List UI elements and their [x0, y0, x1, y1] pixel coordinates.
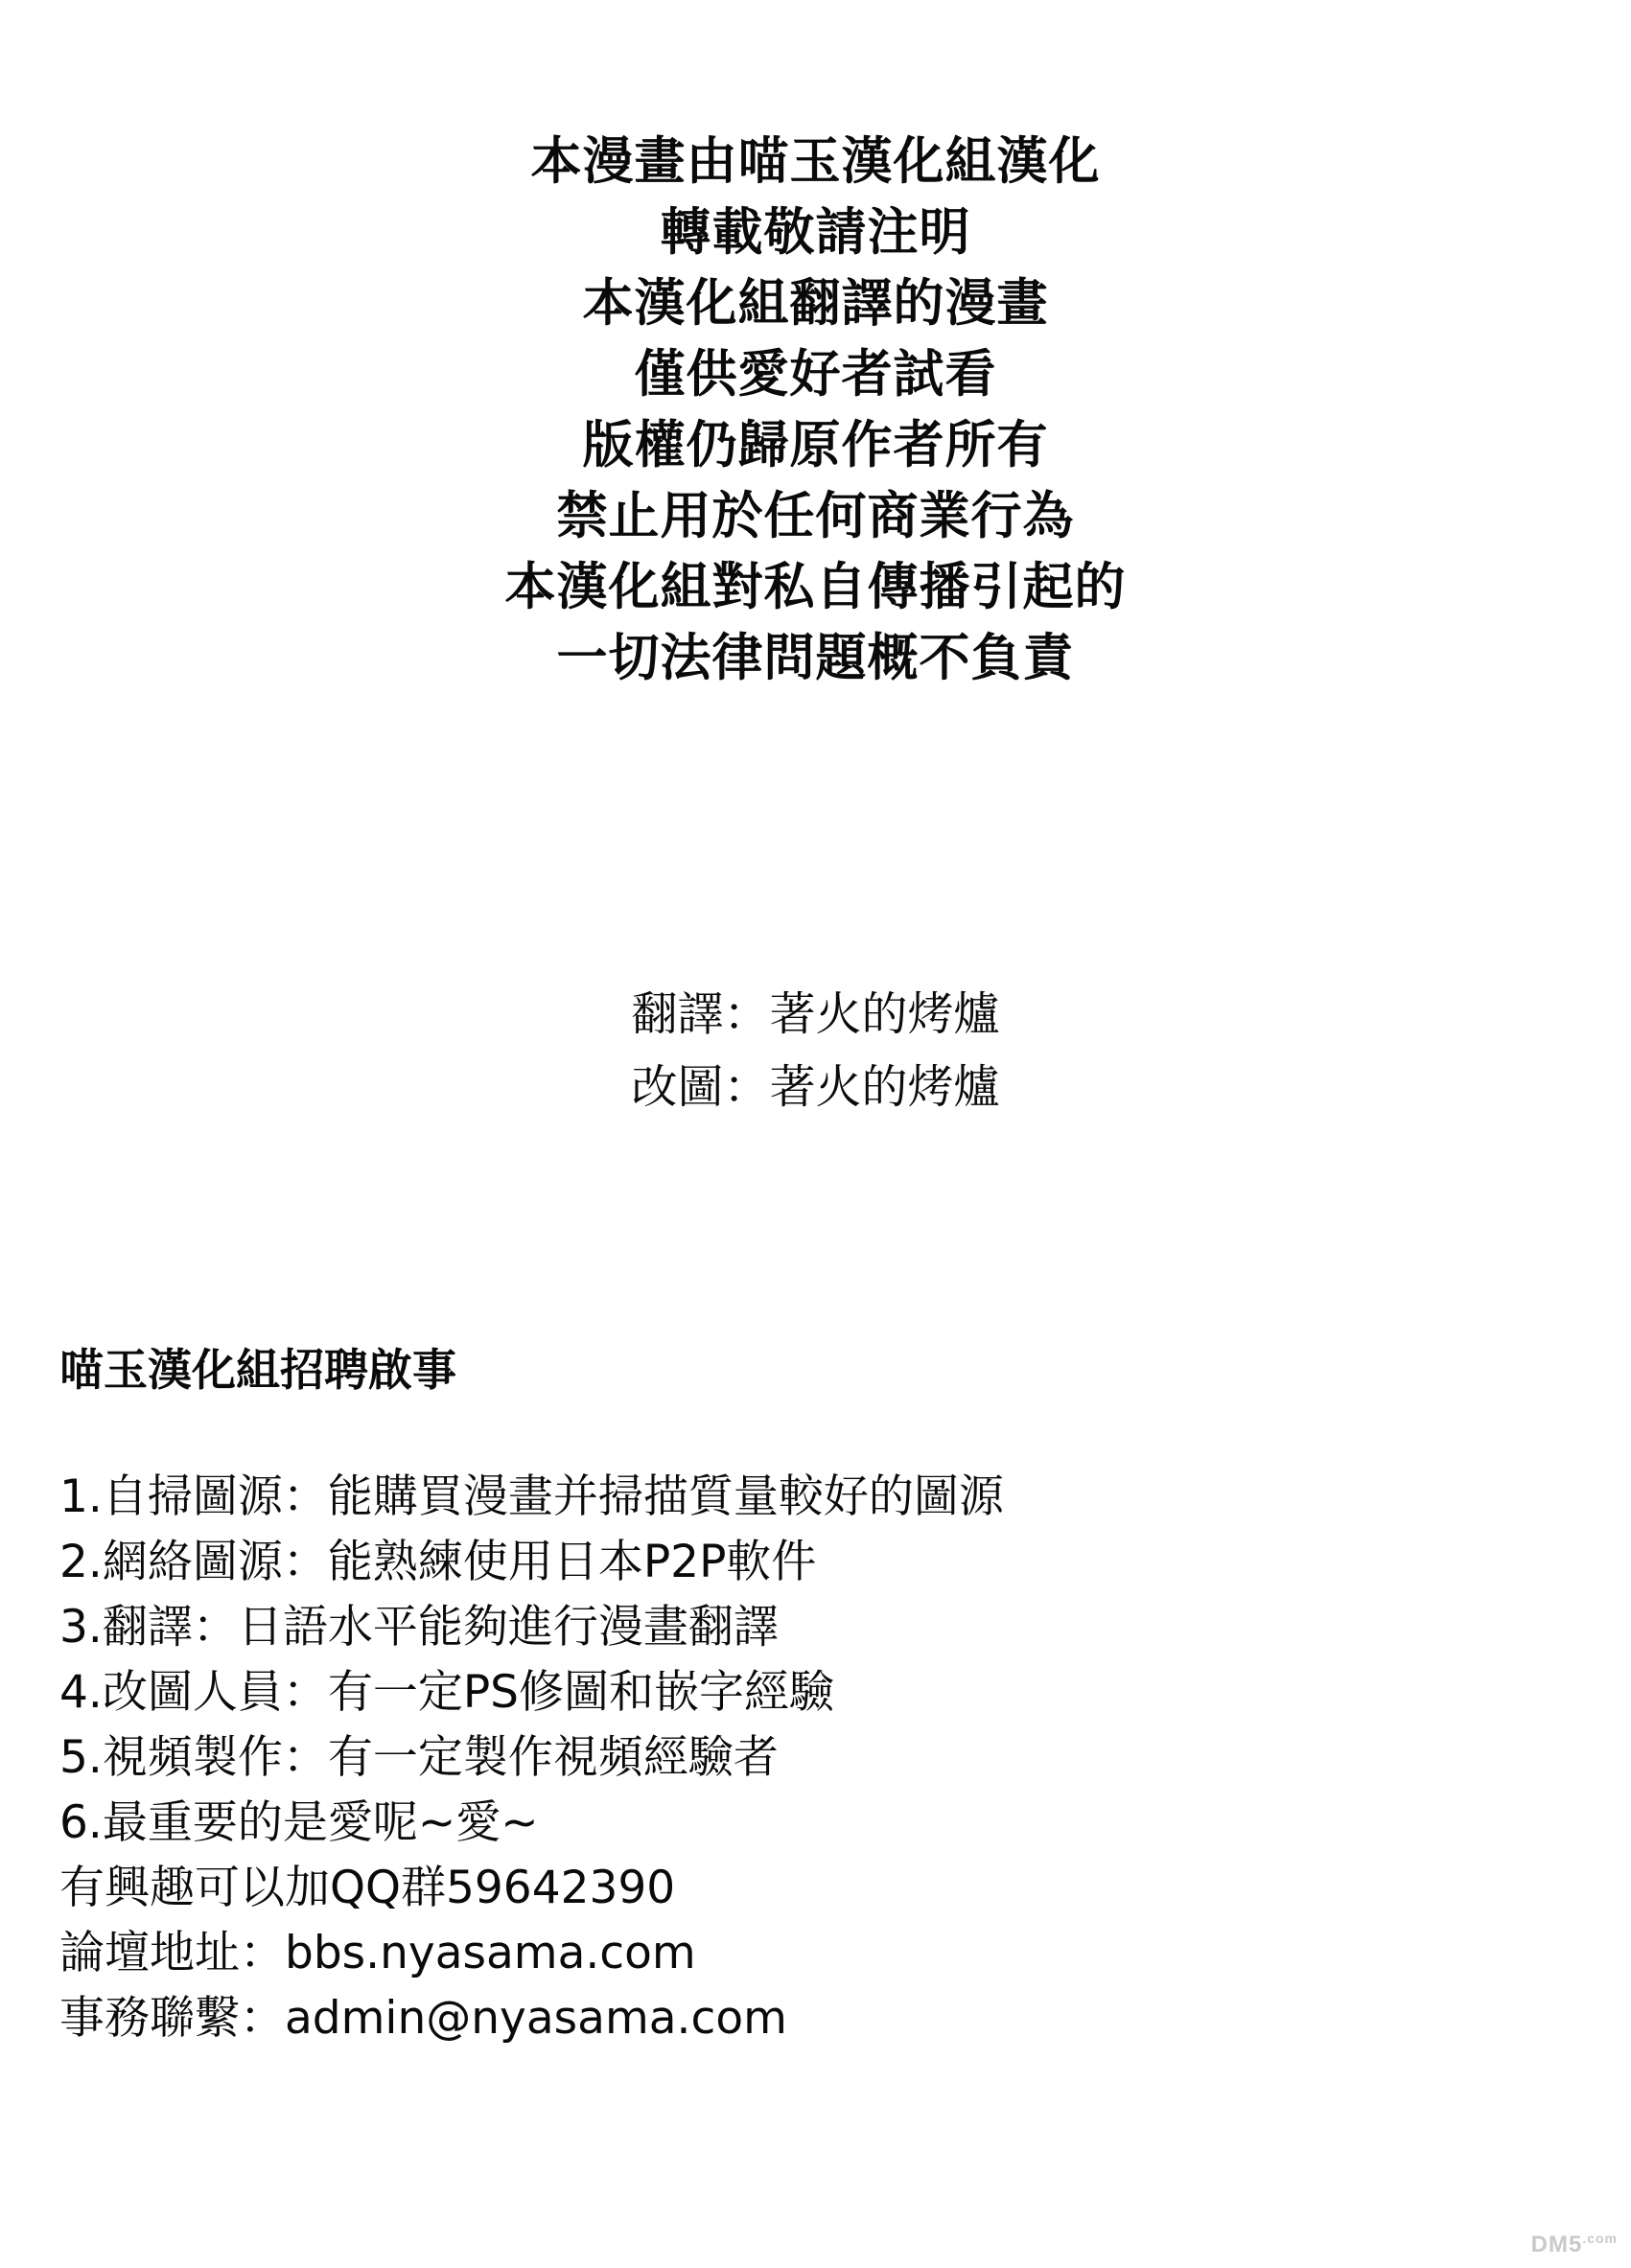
copyright-notice	[0, 127, 1631, 694]
recruitment-item-3: 3.翻譯：日語水平能夠進行漫畫翻譯	[59, 1601, 779, 1654]
notice-line: 本漢化組對私自傳播引起的	[504, 558, 1127, 616]
staff-line-translator: 翻譯：著火的烤爐	[631, 987, 1000, 1041]
notice-line: 僅供愛好者試看	[634, 345, 997, 404]
staff-line-editor: 改圖：著火的烤爐	[631, 1060, 1000, 1114]
recruitment-item-5: 5.視頻製作：有一定製作視頻經驗者	[59, 1731, 779, 1784]
recruitment-forum-url: 論壇地址：bbs.nyasama.com	[59, 1927, 696, 1979]
recruitment-item-2: 2.網絡圖源：能熟練使用日本P2P軟件	[59, 1536, 817, 1588]
notice-line: 本漢化組翻譯的漫畫	[582, 274, 1049, 333]
recruitment-item-4: 4.改圖人員：有一定PS修圖和嵌字經驗	[59, 1666, 835, 1719]
staff-credits	[0, 978, 1631, 1123]
recruitment-item-6: 6.最重要的是愛呢~愛~	[59, 1796, 539, 1849]
site-watermark	[1531, 2231, 1618, 2258]
recruitment-contact-email: 事務聯繫：admin@nyasama.com	[59, 1992, 787, 2045]
recruitment-title: 喵玉漢化組招聘啟事	[59, 1344, 456, 1396]
recruitment-qq-group: 有興趣可以加QQ群59642390	[59, 1862, 676, 1914]
recruitment-item-1: 1.自掃圖源：能購買漫畫并掃描質量較好的圖源	[59, 1470, 1004, 1523]
notice-line: 版權仍歸原作者所有	[582, 416, 1049, 474]
notice-line: 本漫畫由喵玉漢化組漢化	[530, 132, 1101, 191]
notice-line: 一切法律問題概不負責	[556, 629, 1075, 687]
recruitment-notice	[59, 1342, 1555, 2051]
watermark-suffix: .com	[1582, 2231, 1618, 2246]
notice-line: 禁止用於任何商業行為	[556, 487, 1075, 545]
watermark-text: DM5	[1530, 2232, 1583, 2257]
notice-line: 轉載敬請注明	[660, 203, 971, 262]
